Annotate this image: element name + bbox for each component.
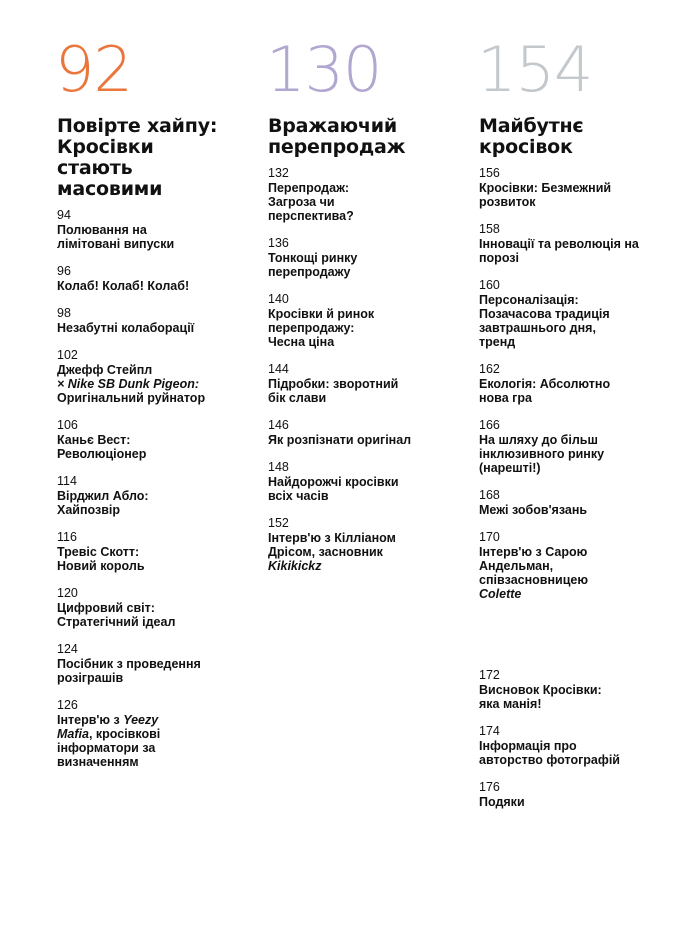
page-number: 158 — [479, 222, 500, 236]
entry-title: Екологія: Абсолютно нова гра — [479, 377, 611, 405]
entry-title: Межі зобов'язань — [479, 503, 588, 517]
page-number: 174 — [479, 724, 500, 738]
entry-title: На шляху до більш інклюзивного ринку (нарешті!) — [479, 433, 605, 475]
toc-entry[interactable] — [57, 586, 257, 629]
entry-title-italic: Colette — [479, 587, 522, 601]
entry-title-italic: Yeezy Mafia — [57, 713, 159, 741]
entry-title: Персоналізація: Позачасова традиція завтрашнього дня, тренд — [479, 293, 610, 349]
page-number: 140 — [268, 292, 289, 306]
toc-entry[interactable] — [57, 208, 257, 251]
toc-entry[interactable] — [268, 166, 468, 223]
entry-title-line: Джефф Стейпл — [57, 363, 153, 377]
toc-column-3 — [477, 33, 679, 822]
entry-title-line: Оригінальний руйнатор — [57, 391, 206, 405]
entry-title: Незабутні колаборації — [57, 321, 195, 335]
entry-title — [479, 545, 599, 601]
section-number: 130 — [266, 33, 382, 106]
entry-title-part: Інтерв'ю з Сарою Андельман, співзасновницею — [479, 545, 589, 587]
toc-entry[interactable] — [268, 236, 468, 279]
toc-entry[interactable] — [479, 724, 679, 767]
toc-entry[interactable] — [479, 222, 679, 265]
toc-entry[interactable] — [57, 530, 257, 573]
page-number: 144 — [268, 362, 289, 376]
page-number: 172 — [479, 668, 500, 682]
entry-title: Найдорожчі кросівки всіх часів — [268, 475, 399, 503]
page-number: 124 — [57, 642, 78, 656]
toc-entry[interactable] — [479, 418, 679, 475]
toc-entry[interactable] — [479, 278, 679, 349]
entry-title: Цифровий світ: Стратегічний ідеал — [57, 601, 176, 629]
toc-entry[interactable] — [268, 460, 468, 503]
entry-title: Підробки: зворотний бік слави — [268, 377, 399, 405]
entry-title: Вірджил Абло: Хайпозвір — [57, 489, 149, 517]
toc-entry[interactable] — [57, 698, 257, 769]
entry-title: Перепродаж: Загроза чи перспектива? — [268, 181, 354, 223]
page-number: 152 — [268, 516, 289, 530]
entry-title: Інформація про авторство фотографій — [479, 739, 620, 767]
page-number: 132 — [268, 166, 289, 180]
page-number: 96 — [57, 264, 71, 278]
page-number: 176 — [479, 780, 500, 794]
entry-title: Тонкощі ринку перепродажу — [268, 251, 358, 279]
entry-title — [57, 363, 257, 405]
page-number: 114 — [57, 474, 77, 488]
page-number: 170 — [479, 530, 500, 544]
page-number: 106 — [57, 418, 78, 432]
toc-entry[interactable] — [268, 516, 468, 573]
toc-entry[interactable] — [57, 642, 257, 685]
entry-title-part: Інтерв'ю з Кілліаном Дрісом, засновник — [268, 531, 396, 559]
page-number: 156 — [479, 166, 500, 180]
entry-title: Інновації та революція на порозі — [479, 237, 639, 265]
toc-entry[interactable] — [479, 362, 679, 405]
entry-title: Як розпізнати оригінал — [268, 433, 412, 447]
toc-entry[interactable] — [479, 668, 679, 711]
entry-title: Кросівки: Безмежний розвиток — [479, 181, 612, 209]
toc-entry[interactable] — [268, 418, 468, 447]
toc-column-2 — [266, 33, 468, 586]
page-number: 162 — [479, 362, 500, 376]
page-number: 94 — [57, 208, 71, 222]
page-number: 116 — [57, 530, 77, 544]
page-number: 166 — [479, 418, 500, 432]
section-number: 92 — [55, 33, 132, 106]
entry-title-italic: Kikikickz — [268, 559, 322, 573]
section-title: Вражаючий перепродаж — [268, 115, 406, 158]
page-number: 160 — [479, 278, 500, 292]
entry-title: Подяки — [479, 795, 525, 809]
toc-entry[interactable] — [57, 474, 257, 517]
page-number: 168 — [479, 488, 500, 502]
entry-title — [57, 713, 177, 769]
toc-entry[interactable] — [479, 530, 679, 601]
entry-title: Полювання на лімітовані випуски — [57, 223, 175, 251]
entry-title-part: , кросівкові інформатори за визначенням — [57, 727, 161, 769]
page-number: 148 — [268, 460, 289, 474]
toc-entry[interactable] — [268, 292, 468, 349]
section-title: Майбутнє кросівок — [479, 115, 584, 158]
toc-entry[interactable] — [57, 306, 257, 335]
entry-title-line — [57, 377, 257, 391]
section-title: Повірте хайпу: Кросівки стають масовими — [57, 115, 218, 200]
toc-entry[interactable] — [57, 264, 257, 293]
toc-entry[interactable] — [479, 166, 679, 209]
column-spacer — [479, 614, 679, 668]
toc-column-1 — [55, 33, 257, 782]
entry-title-italic: × Nike SB Dunk Pigeon: — [57, 377, 200, 391]
toc-entry[interactable] — [268, 362, 468, 405]
toc-entry[interactable] — [479, 488, 679, 517]
toc-entry[interactable] — [57, 348, 257, 405]
entry-title: Тревіс Скотт: Новий король — [57, 545, 145, 573]
entry-title-part: Інтерв'ю з — [57, 713, 124, 727]
entry-title: Кросівки й ринок перепродажу: Чесна ціна — [268, 307, 375, 349]
page-number: 146 — [268, 418, 289, 432]
page-number: 120 — [57, 586, 78, 600]
entry-title — [268, 531, 418, 573]
section-number: 154 — [477, 33, 593, 106]
entry-title: Посібник з проведення розіграшів — [57, 657, 201, 685]
entry-title: Висновок Кросівки: яка манія! — [479, 683, 602, 711]
toc-entry[interactable] — [57, 418, 257, 461]
entry-title: Колаб! Колаб! Колаб! — [57, 279, 190, 293]
page-number: 126 — [57, 698, 78, 712]
page-number: 136 — [268, 236, 289, 250]
page-number: 98 — [57, 306, 71, 320]
page-number: 102 — [57, 348, 78, 362]
entry-title: Каньє Вест: Революціонер — [57, 433, 147, 461]
toc-entry[interactable] — [479, 780, 679, 809]
